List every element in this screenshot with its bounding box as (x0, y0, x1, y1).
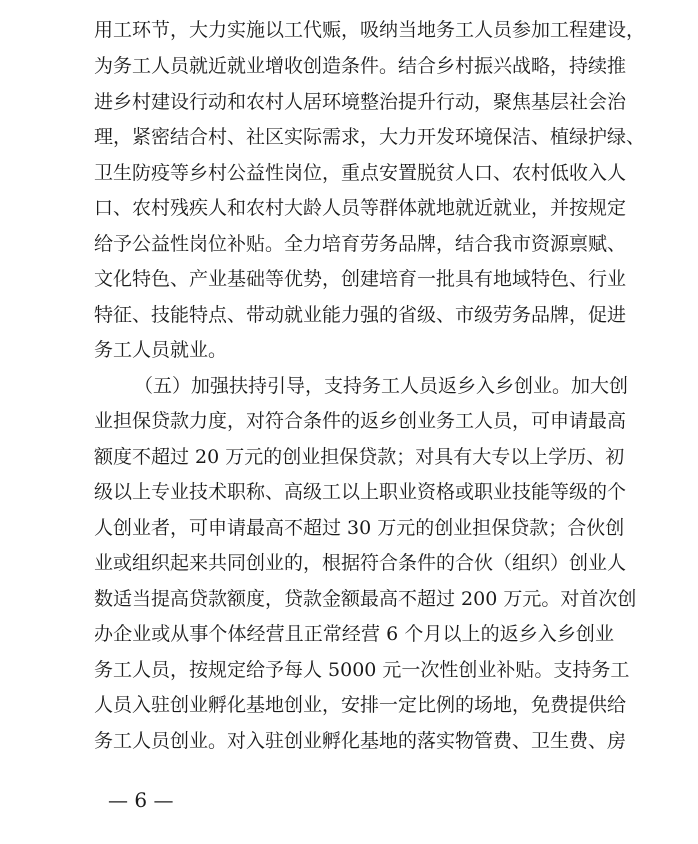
paragraph-line: 理，紧密结合村、社区实际需求，大力开发环境保洁、植绿护绿、 (94, 126, 646, 148)
paragraph-line: 口、农村残疾人和农村大龄人员等群体就地就近就业，并按规定 (94, 197, 627, 219)
paragraph-line: 人创业者，可申请最高不超过 30 万元的创业担保贷款；合伙创 (94, 517, 625, 539)
paragraph-line: 务工人员创业。对入驻创业孵化基地的落实物管费、卫生费、房 (94, 730, 627, 752)
paragraph-line: 给予公益性岗位补贴。全力培育劳务品牌，结合我市资源禀赋、 (94, 233, 627, 255)
paragraph-line: 人员入驻创业孵化基地创业，安排一定比例的场地，免费提供给 (94, 694, 627, 716)
page-number: — 6 — (108, 788, 174, 812)
paragraph-line: 业担保贷款力度，对符合条件的返乡创业务工人员，可申请最高 (94, 410, 627, 432)
paragraph-line: 额度不超过 20 万元的创业担保贷款；对具有大专以上学历、初 (94, 446, 625, 468)
paragraph-line: 业或组织起来共同创业的，根据符合条件的合伙（组织）创业人 (94, 552, 627, 574)
paragraph-line: 卫生防疫等乡村公益性岗位，重点安置脱贫人口、农村低收入人 (94, 162, 627, 184)
paragraph-line: 用工环节，大力实施以工代赈，吸纳当地务工人员参加工程建设， (94, 19, 646, 41)
paragraph-line: 务工人员就业。 (94, 339, 228, 361)
paragraph-line: 办企业或从事个体经营且正常经营 6 个月以上的返乡入乡创业 (94, 623, 614, 645)
paragraph-line: 为务工人员就近就业增收创造条件。结合乡村振兴战略，持续推 (94, 55, 627, 77)
paragraph-line: 级以上专业技术职称、高级工以上职业资格或职业技能等级的个 (94, 481, 627, 503)
paragraph-line: 进乡村建设行动和农村人居环境整治提升行动，聚焦基层社会治 (94, 91, 627, 113)
paragraph-line: 务工人员，按规定给予每人 5000 元一次性创业补贴。支持务工 (94, 659, 630, 681)
paragraph-line: 文化特色、产业基础等优势，创建培育一批具有地域特色、行业 (94, 268, 627, 290)
paragraph-line: 数适当提高贷款额度，贷款金额最高不超过 200 万元。对首次创 (94, 588, 637, 610)
paragraph-line: 特征、技能特点、带动就业能力强的省级、市级劳务品牌，促进 (94, 304, 627, 326)
section-heading-line: （五）加强扶持引导，支持务工人员返乡入乡创业。加大创 (134, 375, 629, 397)
